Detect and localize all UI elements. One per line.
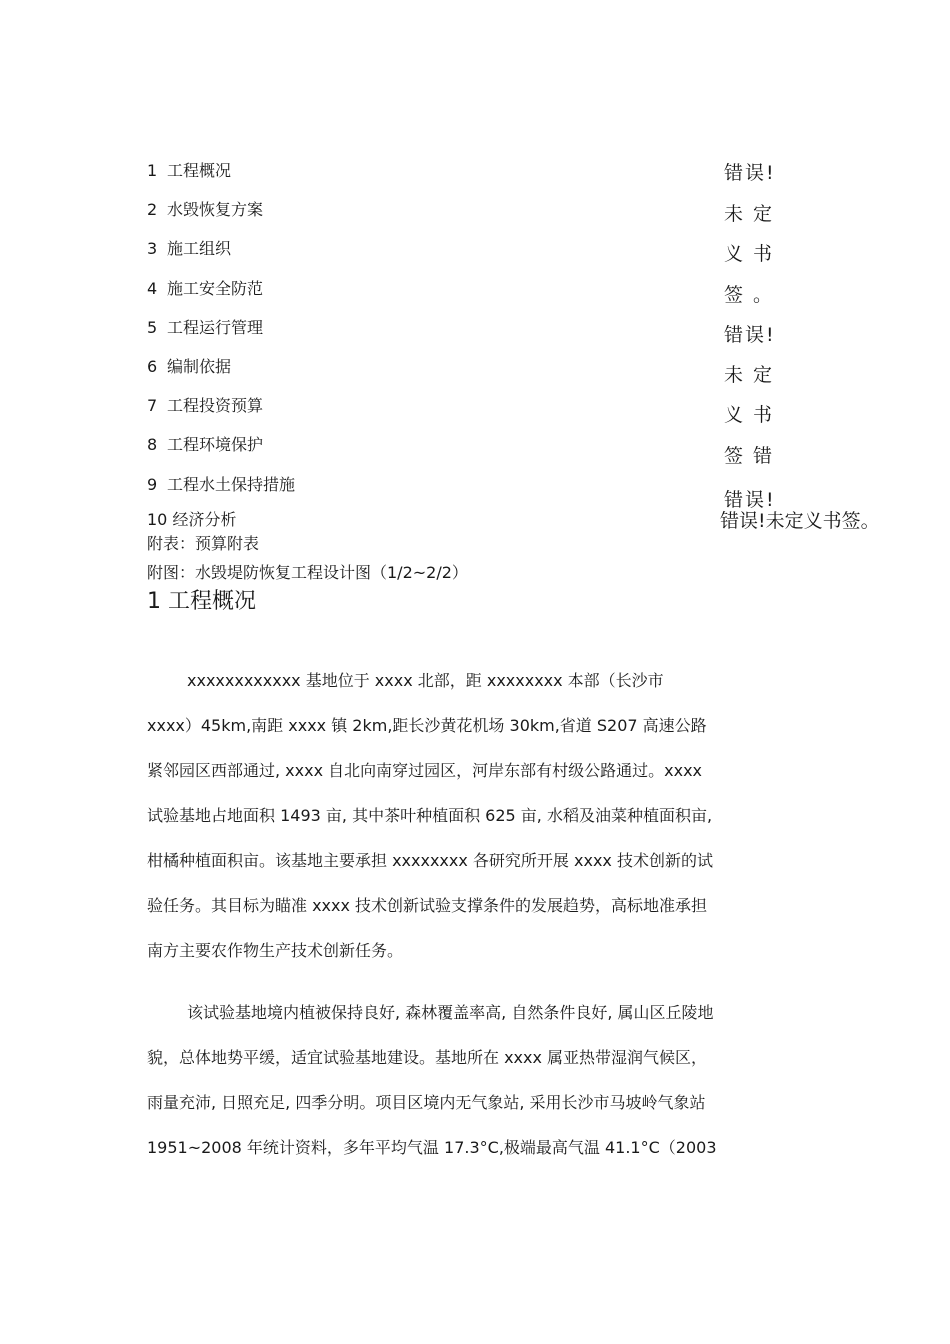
- toc-item-number: 1: [147, 161, 158, 180]
- paragraph-line: 紧邻园区西部通过, xxxx 自北向南穿过园区，河岸东部有村级公路通过。xxxx: [147, 761, 703, 780]
- toc-item[interactable]: [147, 393, 263, 416]
- toc-item-title: 施工组织: [167, 239, 232, 258]
- toc-item-number: 7: [147, 396, 158, 415]
- toc-item-title: 工程投资预算: [167, 396, 264, 415]
- toc-item[interactable]: [147, 197, 263, 220]
- toc-item[interactable]: [147, 432, 263, 455]
- toc-appendix-table[interactable]: 附表：预算附表: [147, 534, 260, 553]
- toc-item-title: 工程运行管理: [167, 318, 264, 337]
- toc-error-text: 义 书: [724, 404, 775, 426]
- toc-item[interactable]: [147, 158, 231, 181]
- paragraph-line: 该试验基地境内植被保持良好, 森林覆盖率高, 自然条件良好, 属山区丘陵地: [187, 1003, 714, 1022]
- toc-item-title: 工程环境保护: [167, 435, 264, 454]
- toc-item[interactable]: [147, 236, 231, 259]
- paragraph-line: 貌，总体地势平缓，适宜试验基地建设。基地所在 xxxx 属亚热带湿润气候区，: [147, 1048, 708, 1067]
- toc-item-number: 9: [147, 475, 158, 494]
- paragraph-line: xxxxxxxxxxxx 基地位于 xxxx 北部，距 xxxxxxxx 本部（长沙市: [187, 671, 664, 690]
- paragraph-line: xxxx）45km,南距 xxxx 镇 2km,距长沙黄花机场 30km,省道 S207 高速公路: [147, 716, 707, 735]
- toc-error-text: 未 定: [724, 364, 775, 386]
- toc-error-text: 错误!: [724, 162, 776, 184]
- paragraph-line: 验任务。其目标为瞄准 xxxx 技术创新试验支撑条件的发展趋势，高标地准承担: [147, 896, 708, 915]
- toc-appendix-figure[interactable]: 附图：水毁堤防恢复工程设计图（1/2~2/2）: [147, 563, 468, 582]
- toc-item-number: 3: [147, 239, 158, 258]
- toc-item[interactable]: [147, 354, 231, 377]
- toc-item-title: 工程水土保持措施: [167, 475, 296, 494]
- toc-error-text: 错误!: [724, 489, 776, 511]
- toc-item-number: 2: [147, 200, 158, 219]
- toc-error-text: 签 。: [724, 284, 775, 306]
- toc-item[interactable]: [147, 472, 295, 495]
- toc-item-title: 工程概况: [167, 161, 232, 180]
- toc-item-title: 施工安全防范: [167, 279, 264, 298]
- paragraph-line: 南方主要农作物生产技术创新任务。: [147, 941, 404, 960]
- paragraph-line: 1951~2008 年统计资料，多年平均气温 17.3°C,极端最高气温 41.1°C（2003: [147, 1138, 717, 1157]
- toc-item[interactable]: [147, 276, 263, 299]
- toc-error-text: 错误!: [724, 324, 776, 346]
- section-heading: 1 工程概况: [147, 589, 256, 614]
- paragraph-line: 试验基地占地面积 1493 亩, 其中茶叶种植面积 625 亩, 水稻及油菜种植面积亩,: [147, 806, 713, 825]
- toc-item-number: 6: [147, 357, 158, 376]
- toc-item[interactable]: 10 经济分析: [147, 510, 237, 529]
- toc-item-title: 水毁恢复方案: [167, 200, 264, 219]
- toc-item-title: 编制依据: [167, 357, 232, 376]
- toc-item-number: 8: [147, 435, 158, 454]
- toc-item-number: 4: [147, 279, 158, 298]
- paragraph-line: 柑橘种植面积亩。该基地主要承担 xxxxxxxx 各研究所开展 xxxx 技术创新的试: [147, 851, 713, 870]
- toc-error-text: 签 错: [724, 445, 775, 467]
- paragraph-line: 雨量充沛, 日照充足, 四季分明。项目区境内无气象站, 采用长沙市马坡岭气象站: [147, 1093, 706, 1112]
- toc-error-text: 未 定: [724, 203, 775, 225]
- toc-error-text: 错误!未定义书签。: [720, 510, 880, 532]
- toc-item[interactable]: [147, 315, 263, 338]
- toc-error-text: 义 书: [724, 243, 775, 265]
- toc-item-number: 5: [147, 318, 158, 337]
